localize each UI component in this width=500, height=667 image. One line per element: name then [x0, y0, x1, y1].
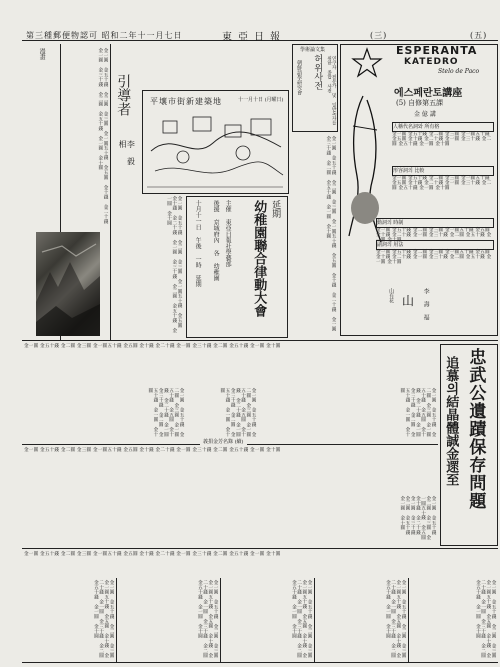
feature-headline: 忠武公遺蹟保存問題 [465, 348, 486, 510]
donation-list-7: 金一圓 金五十錢 金二圓 金三圓 金一圓五十錢 金五圓 金十錢 金二十錢 金一圓 金三十錢 金二圓 金五十錢 金一圓 金十圓 [24, 552, 281, 557]
edition-label: (三) [370, 31, 388, 40]
esperanto-subtitle: KATEDRO [404, 57, 459, 67]
article-text-a: 金一圓 金五十錢 金二圓 金三圓 金一圓五十錢 金五圓 金十錢 金二十錢 金一圓 金三十錢 金二圓 金五十錢 金一圓 金十圓 [166, 196, 182, 333]
donation-list-4: 金一圓 金五十錢 金二圓 金三圓 金一圓五十錢 金五圓 金十錢 金二十錢 金一圓 金三十錢 金二圓 金五十錢 金一圓 金十圓 [399, 388, 436, 437]
column-title: 山 [402, 294, 415, 308]
donation-list-2: 金一圓 金五十錢 金二圓 金三圓 金一圓五十錢 金五圓 金十錢 金二十錢 金一圓 金三十錢 金二圓 金五十錢 金一圓 金十圓 [147, 388, 184, 437]
donation-list-9: 金一圓 金五十錢 金二圓 金三圓 金一圓五十錢 金五圓 金十錢 金二十錢 金一圓 金三十錢 金二圓 金五十錢 金一圓 金十圓 [197, 580, 218, 658]
cartoon-byline: 李 毅 相 [118, 140, 136, 165]
esperanto-heading: 에스페란토講座 [394, 88, 463, 99]
event-sponsor-1: 主催 東亞日報社學藝部 [224, 200, 232, 267]
cartoon-kicker: 漫畫 [38, 48, 46, 60]
event-notice: 十月十一日 午後 一時 延期 [194, 200, 202, 287]
donation-list-3: 金一圓 金五十錢 金二圓 金三圓 金一圓五十錢 金五圓 金十錢 金二十錢 金一圓 金三十錢 金二圓 金五十錢 金一圓 金十圓 [219, 388, 256, 437]
column-divider [408, 578, 409, 662]
esperanto-section-3: 動詞의 時制 [376, 218, 494, 228]
cartoon-headline: 引導者 [115, 74, 132, 116]
event-sponsor-2: 後援 京城府內 各 幼稚園 [212, 200, 220, 281]
column-divider [110, 44, 111, 340]
map-title: 平壤市街新建築地 [150, 97, 222, 106]
column-divider [116, 578, 117, 662]
esperanto-section-1: 人稱代名詞와 所有格 [392, 122, 494, 132]
photo-landscape [36, 232, 100, 336]
map-note: 十一月十日 (月曜日) [238, 97, 284, 103]
esperanto-teacher: 金 億 講 [414, 111, 436, 118]
esperanto-text-3: 金一圓 金五十錢 金二圓 金三圓 金一圓五十錢 金五圓 金十錢 金二十錢 金一圓 金三十錢 金二圓 金五十錢 金一圓 金十圓 [376, 228, 492, 244]
dictionary-body: 연구자 전문가 및 일반독자를 위한 종합 사전 [326, 56, 337, 125]
column-divider [314, 578, 315, 662]
star-icon [352, 48, 382, 78]
esperanto-text-2: 金一圓 金五十錢 金二圓 金三圓 金一圓五十錢 金五圓 金十錢 金二十錢 金一圓 金三十錢 金二圓 金五十錢 金一圓 金十圓 [392, 176, 492, 192]
column-divider [220, 578, 221, 662]
donation-list-8: 金一圓 金五十錢 金二圓 金三圓 金一圓五十錢 金五圓 金十錢 金二十錢 金一圓 金三十錢 金二圓 金五十錢 金一圓 金十圓 [93, 580, 114, 658]
esperanto-text-1: 金一圓 金五十錢 金二圓 金三圓 金一圓五十錢 金五圓 金十錢 金二十錢 金一圓 金三十錢 金二圓 金五十錢 金一圓 金十圓 [392, 132, 492, 148]
event-headline: 幼稚園聯合律動大會 [251, 200, 267, 317]
donation-list-5: 金一圓 金五十錢 金二圓 金三圓 金一圓五十錢 金五圓 金十錢 金二十錢 金一圓 金三十錢 金二圓 金五十錢 金一圓 金十圓 [24, 448, 281, 453]
section-rule [22, 340, 498, 341]
esperanto-section-2: 形容詞의 比較 [392, 166, 494, 176]
donation-list-12: 金一圓 金五十錢 金二圓 金三圓 金一圓五十錢 金五圓 金十錢 金二十錢 金一圓 金三十錢 金二圓 金五十錢 金一圓 金十圓 [475, 580, 496, 658]
bottom-rule [22, 662, 498, 663]
date-line: 第三種郵便物認可 昭和二年十一月七日 [26, 31, 183, 40]
donation-list-10: 金一圓 金五十錢 金二圓 金三圓 金一圓五十錢 金五圓 金十錢 金二十錢 金一圓 金三十錢 金二圓 金五十錢 金一圓 金十圓 [291, 580, 312, 658]
esperanto-section-4: 副詞의 用法 [376, 240, 494, 250]
column-kicker: 山有花 [388, 288, 395, 303]
dictionary-kicker: 學術論文集 [300, 47, 326, 53]
event-kicker: 延期 [270, 200, 281, 218]
esperanto-text-4: 金一圓 金五十錢 金二圓 金三圓 金一圓五十錢 金五圓 金十錢 金二十錢 金一圓 金三十錢 金二圓 金五十錢 金一圓 金十圓 [376, 250, 492, 266]
article-text-b: 金一圓 金五十錢 金二圓 金三圓 金一圓五十錢 金五圓 金十錢 金二十錢 金一圓 金三十錢 金二圓 金五十錢 金一圓 金十圓 [325, 136, 336, 332]
donation-list-1: 金一圓 金五十錢 金二圓 金三圓 金一圓五十錢 金五圓 金十錢 金二十錢 金一圓 金三十錢 金二圓 金五十錢 金一圓 金十圓 [24, 344, 281, 349]
esperanto-title: ESPERANTA [396, 44, 478, 57]
page-number: (五) [470, 31, 488, 40]
donation-list-6: 金一圓 金五十錢 金二圓 金三圓 金一圓五十錢 金五圓 金十錢 金二十錢 金一圓 金三十錢 金二圓 金五十錢 金一圓 金十圓 [399, 496, 436, 540]
dictionary-sub: 朝鮮語學研究會 [296, 60, 303, 95]
section-rule [22, 548, 498, 549]
donation-list-11: 金一圓 金五十錢 金二圓 金三圓 金一圓五十錢 金五圓 金十錢 金二十錢 金一圓 金三十錢 金二圓 金五十錢 金一圓 金十圓 [385, 580, 406, 658]
esperanto-lesson: (5) 自修第五課 [396, 99, 444, 107]
donations-note: 義捐金芳名錄 (續) [200, 438, 247, 445]
left-column-text: 金一圓 金五十錢 金二圓 金三圓 金一圓五十錢 金五圓 金十錢 金二十錢 金一圓 金三十錢 金二圓 金五十錢 金一圓 金十圓 [97, 48, 108, 224]
esperanto-tag: Stelo de Paco [438, 68, 480, 75]
feature-subheadline: 追慕의結晶體誠金遝至 [443, 356, 459, 486]
paper-title: 東亞日報 [222, 32, 286, 43]
column-byline: 李 壽 福 [422, 288, 430, 320]
dictionary-title: 허위사전 [312, 54, 323, 90]
